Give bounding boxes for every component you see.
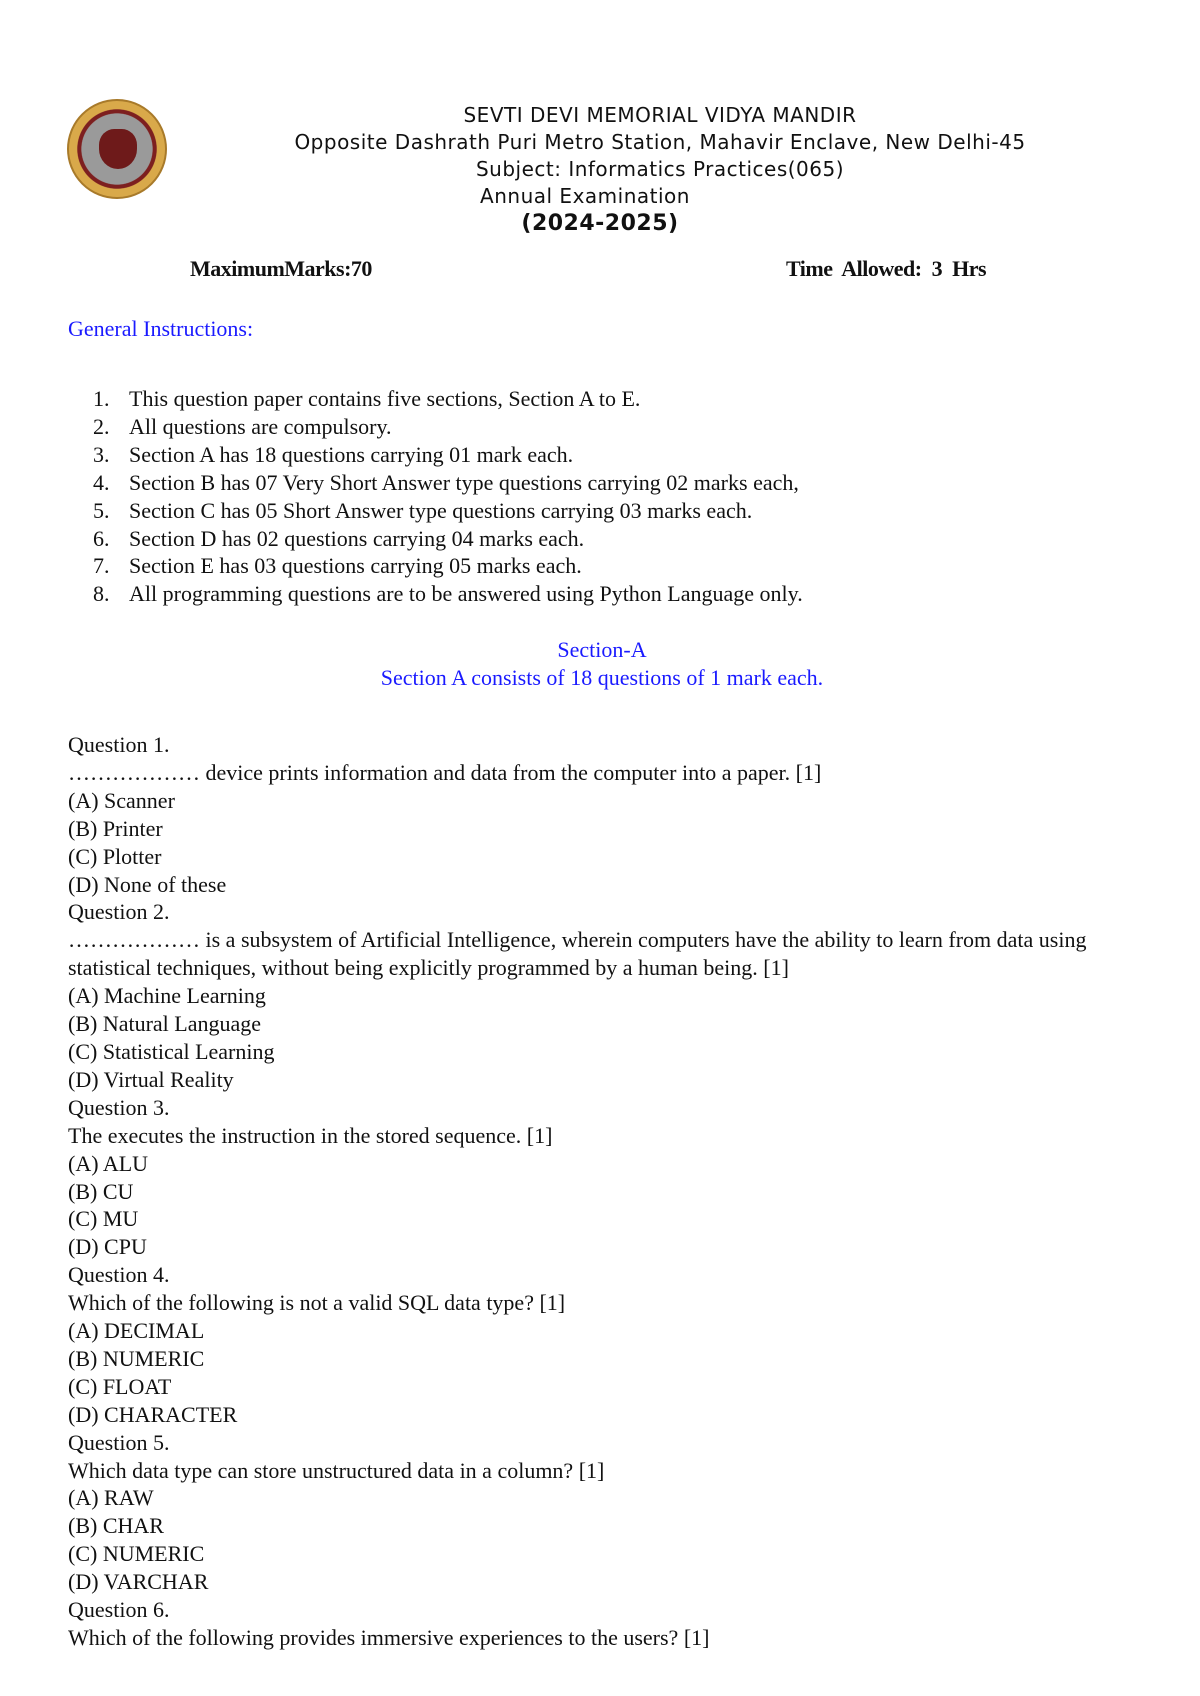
question-label: Question 2. <box>68 899 170 925</box>
instruction-number: 1. <box>93 386 110 411</box>
option: (B) CU <box>68 1178 134 1204</box>
instruction-number: 8. <box>93 581 110 607</box>
time-allowed: Time Allowed: 3 Hrs <box>786 256 987 281</box>
instruction-text: All questions are compulsory. <box>129 413 392 439</box>
option: (C) FLOAT <box>68 1373 172 1399</box>
instruction-number: 2. <box>93 413 110 439</box>
option: (C) Plotter <box>68 843 162 869</box>
option: (C) MU <box>68 1206 139 1232</box>
instruction-item <box>93 469 803 497</box>
option: (B) Natural Language <box>68 1011 262 1037</box>
school-address: Opposite Dashrath Puri Metro Station, Mahavir Enclave, New Delhi-45 <box>294 130 1026 154</box>
question-text: Which data type can store unstructured data in a column? [1] <box>68 1457 605 1483</box>
instruction-number: 6. <box>93 525 110 551</box>
instruction-text: All programming questions are to be answered using Python Language only. <box>129 581 803 607</box>
instructions-title: General Instructions: <box>68 316 254 341</box>
question-text: ……………… is a subsystem of Artificial Intelligence, wherein computers have the ability to learn from data using statistical techniques, without being explicitly programmed by a human being. [1] <box>68 927 1092 981</box>
option: (A) DECIMAL <box>68 1318 205 1344</box>
instruction-number: 5. <box>93 497 110 523</box>
section-header <box>0 636 1200 692</box>
instruction-text: Section D has 02 questions carrying 04 marks each. <box>129 525 585 551</box>
section-subtitle: Section A consists of 18 questions of 1 mark each. <box>380 664 824 690</box>
instruction-item <box>93 525 803 553</box>
option: (D) Virtual Reality <box>68 1066 234 1092</box>
exam-name: Annual Examination <box>480 184 690 208</box>
option: (B) NUMERIC <box>68 1345 205 1371</box>
instruction-number: 3. <box>93 441 110 467</box>
instruction-item <box>93 580 803 608</box>
instruction-item <box>93 441 803 469</box>
question-text: The executes the instruction in the stored sequence. [1] <box>68 1122 553 1148</box>
instruction-item <box>93 552 803 580</box>
question-text: Which of the following is not a valid SQL data type? [1] <box>68 1290 566 1316</box>
option: (D) CHARACTER <box>68 1401 238 1427</box>
instruction-text: This question paper contains five sections, Section A to E. <box>129 386 641 411</box>
option: (B) CHAR <box>68 1513 164 1539</box>
instruction-item <box>93 413 803 441</box>
subject: Subject: Informatics Practices(065) <box>475 157 845 181</box>
instruction-text: Section C has 05 Short Answer type questions carrying 03 marks each. <box>129 497 753 523</box>
instruction-item <box>93 497 803 525</box>
option: (A) ALU <box>68 1150 149 1176</box>
option: (C) Statistical Learning <box>68 1038 275 1064</box>
instructions-list <box>93 385 803 608</box>
option: (A) Scanner <box>68 787 175 813</box>
instruction-item <box>93 385 803 413</box>
option: (C) NUMERIC <box>68 1541 205 1567</box>
option: (D) VARCHAR <box>68 1569 209 1595</box>
option: (B) Printer <box>68 815 163 841</box>
question-label: Question 4. <box>68 1262 170 1288</box>
instruction-text: Section A has 18 questions carrying 01 mark each. <box>129 441 574 467</box>
instruction-number: 7. <box>93 553 110 579</box>
question-label: Question 5. <box>68 1429 170 1455</box>
section-title: Section-A <box>557 637 647 662</box>
school-name: SEVTI DEVI MEMORIAL VIDYA MANDIR <box>463 103 857 127</box>
question-label: Question 1. <box>68 732 170 757</box>
question-label: Question 6. <box>68 1597 170 1623</box>
question-text: Which of the following provides immersive experiences to the users? [1] <box>68 1625 710 1650</box>
option: (A) Machine Learning <box>68 983 266 1009</box>
instruction-number: 4. <box>93 469 110 495</box>
instruction-text: Section B has 07 Very Short Answer type questions carrying 02 marks each, <box>129 469 799 495</box>
option: (A) RAW <box>68 1485 154 1511</box>
instruction-text: Section E has 03 questions carrying 05 marks each. <box>129 553 582 579</box>
option: (D) None of these <box>68 871 227 897</box>
question-text: ……………… device prints information and data from the computer into a paper. [1] <box>68 759 822 785</box>
maximum-marks: MaximumMarks:70 <box>190 256 372 281</box>
session: (2024-2025) <box>521 211 679 236</box>
questions <box>68 731 1148 1652</box>
question-label: Question 3. <box>68 1094 170 1120</box>
option: (D) CPU <box>68 1234 147 1260</box>
